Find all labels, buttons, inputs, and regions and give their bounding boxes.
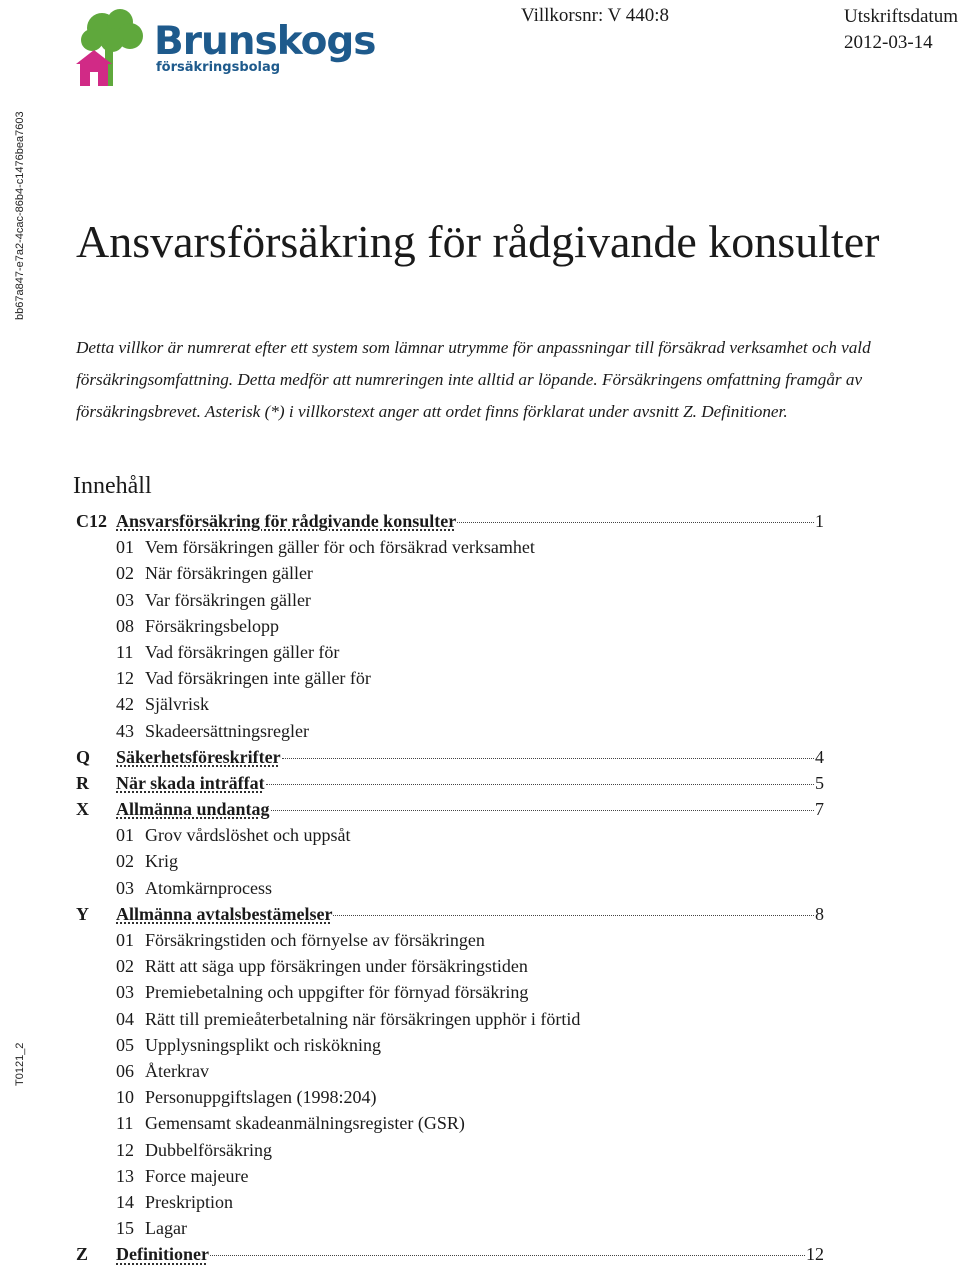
toc-item-title: Dubbelförsäkring [145,1139,272,1160]
terms-number: Villkorsnr: V 440:8 [521,5,670,26]
toc-section-code: Z [76,1244,89,1265]
toc-section-line [116,508,824,534]
toc-item-number: 15 [116,1218,134,1239]
toc-item-row [76,560,824,586]
toc-item-number: 03 [116,982,134,1003]
toc-item-title: Vad försäkringen gäller för [145,641,340,662]
print-date-block [844,4,958,56]
toc-item-line [116,1084,824,1110]
toc-item-row [76,1006,824,1032]
toc-section-code: X [76,799,89,820]
toc-item-row [76,1189,824,1215]
toc-item-line [116,718,824,744]
toc-item-line [116,691,824,717]
toc-item-number: 01 [116,825,134,846]
toc-item-line [116,875,824,901]
toc-section-code: R [76,772,89,793]
toc-item-number: 02 [116,563,134,584]
toc-item-number: 04 [116,1008,134,1029]
toc-item-line [116,587,824,613]
toc-section-row[interactable] [76,901,824,927]
toc-item-line [116,979,824,1005]
toc-item-number: 13 [116,1165,134,1186]
toc-item-number: 12 [116,668,134,689]
intro-paragraph: Detta villkor är numrerat efter ett system som lämnar utrymme för anpassningar till försäkrad verksamhet och vald försäkringsomfattning. Detta medför att numreringen inte alltid ar löpande. Försäkringens omfattning framgår av försäkringsbrevet. Asterisk (*) i villkorstext anger att ordet finns förklarat under avsnitt Z. Definitioner. [76,338,871,421]
toc-page-number: 7 [815,799,824,820]
toc-section-row[interactable] [76,796,824,822]
toc-section-title[interactable]: När skada inträffat [116,772,265,793]
toc-item-line [116,953,824,979]
toc-item-row [76,1163,824,1189]
toc-item-line [116,560,824,586]
toc-item-line [116,927,824,953]
toc-item-title: Försäkringsbelopp [145,615,279,636]
toc-item-number: 05 [116,1034,134,1055]
toc-item-number: 10 [116,1087,134,1108]
toc-item-title: Atomkärnprocess [145,877,272,898]
toc-item-row [76,979,824,1005]
toc-item-number: 12 [116,1139,134,1160]
toc-section-title[interactable]: Allmänna avtalsbestämelser [116,903,333,924]
toc-item-line [116,822,824,848]
toc-item-number: 08 [116,615,134,636]
tree-house-icon [72,6,152,88]
toc-item-title: Vad försäkringen inte gäller för [145,668,371,689]
table-of-contents [76,508,824,1267]
brand-subtitle: försäkringsbolag [156,60,281,75]
toc-page-number: 4 [815,746,824,767]
toc-section-code: Y [76,903,89,924]
print-date: 2012-03-14 [844,31,933,53]
toc-item-number: 01 [116,537,134,558]
toc-item-title: Vem försäkringen gäller för och försäkrad verksamhet [145,537,535,558]
toc-item-number: 14 [116,1191,134,1212]
brand-logo [72,6,376,88]
toc-item-line [116,1215,824,1241]
toc-section-title[interactable]: Ansvarsförsäkring för rådgivande konsulter [116,511,457,531]
dot-leader [282,757,814,759]
toc-section-title[interactable]: Säkerhetsföreskrifter [116,746,281,767]
toc-item-row [76,1110,824,1136]
toc-section-line [116,744,824,770]
toc-item-title: Personuppgiftslagen (1998:204) [145,1087,377,1108]
dot-leader [457,521,814,523]
toc-item-row [76,875,824,901]
toc-item-number: 01 [116,930,134,950]
toc-page-number: 8 [815,903,824,924]
toc-item-row [76,1084,824,1110]
toc-item-title: Rätt att säga upp försäkringen under försäkringstiden [145,956,528,977]
toc-item-row [76,587,824,613]
toc-page-number: 1 [815,511,824,531]
toc-page-number: 12 [806,1244,824,1265]
toc-item-row [76,953,824,979]
toc-item-row [76,1215,824,1241]
toc-item-line [116,1189,824,1215]
toc-item-row [76,1032,824,1058]
toc-item-line [116,1058,824,1084]
brand-name: Brunskogs [154,19,376,64]
toc-item-row [76,665,824,691]
toc-item-row [76,718,824,744]
toc-item-line [116,1110,824,1136]
toc-item-number: 11 [116,641,134,662]
toc-heading: Innehåll [73,473,152,499]
dot-leader [210,1254,805,1256]
toc-item-title: Grov vårdslöshet och uppsåt [145,825,351,846]
toc-item-title: Premiebetalning och uppgifter för förnyad försäkring [145,982,529,1003]
toc-item-line [116,639,824,665]
toc-section-line [116,901,824,927]
toc-item-number: 42 [116,694,134,715]
toc-section-title[interactable]: Allmänna undantag [116,799,270,820]
toc-item-number: 03 [116,589,134,610]
toc-section-row[interactable] [76,770,824,796]
toc-item-row [76,1058,824,1084]
toc-item-line [116,1163,824,1189]
toc-item-row [76,613,824,639]
toc-item-title: Självrisk [145,694,210,715]
dot-leader [271,809,814,811]
toc-item-line [116,1137,824,1163]
toc-item-number: 02 [116,851,134,872]
toc-section-line [116,796,824,822]
toc-item-number: 06 [116,1060,134,1081]
toc-section-code: C12 [76,511,107,531]
toc-item-number: 02 [116,956,134,977]
document-id: bb67a847-e7a2-4cac-86b4-c1476bea7603 [14,111,26,320]
toc-item-line [116,665,824,691]
toc-item-number: 43 [116,720,134,741]
toc-page-number: 5 [815,772,824,793]
toc-section-title[interactable]: Definitioner [116,1244,209,1265]
toc-item-line [116,1006,824,1032]
dot-leader [333,914,814,916]
toc-section-row[interactable] [76,1241,824,1267]
document-title: Ansvarsförsäkring för rådgivande konsulter [76,216,880,267]
toc-item-title: Gemensamt skadeanmälningsregister (GSR) [145,1113,465,1134]
toc-item-line [116,534,824,560]
toc-item-row [76,1137,824,1163]
dot-leader [266,783,814,785]
toc-item-title: Återkrav [145,1060,209,1081]
toc-item-row [76,691,824,717]
toc-item-row [76,639,824,665]
toc-item-title: Upplysningsplikt och riskökning [145,1034,382,1055]
toc-section-line [116,770,824,796]
toc-item-title: När försäkringen gäller [145,563,313,584]
toc-item-row [76,534,824,560]
toc-item-title: Preskription [145,1191,233,1212]
toc-item-title: Rätt till premieåterbetalning när försäkringen upphör i förtid [145,1008,581,1029]
template-code: T0121_2 [14,1042,26,1086]
toc-item-row [76,848,824,874]
toc-item-line [116,1032,824,1058]
toc-item-title: Var försäkringen gäller [145,589,311,610]
print-date-label: Utskriftsdatum [844,6,958,27]
toc-item-title: Skadeersättningsregler [145,720,309,741]
toc-item-number: 11 [116,1113,134,1134]
toc-section-code: Q [76,746,91,767]
toc-section-row[interactable] [76,744,824,770]
toc-item-title: Försäkringstiden och förnyelse av försäkringen [145,930,485,950]
toc-item-title: Force majeure [145,1165,249,1186]
toc-item-line [116,613,824,639]
toc-item-title: Lagar [145,1218,187,1239]
toc-section-line [116,1241,824,1267]
toc-item-row [76,822,824,848]
toc-item-line [116,848,824,874]
toc-item-title: Krig [145,851,178,872]
toc-section-row[interactable] [76,508,824,534]
toc-item-row [76,927,824,953]
toc-item-number: 03 [116,877,134,898]
